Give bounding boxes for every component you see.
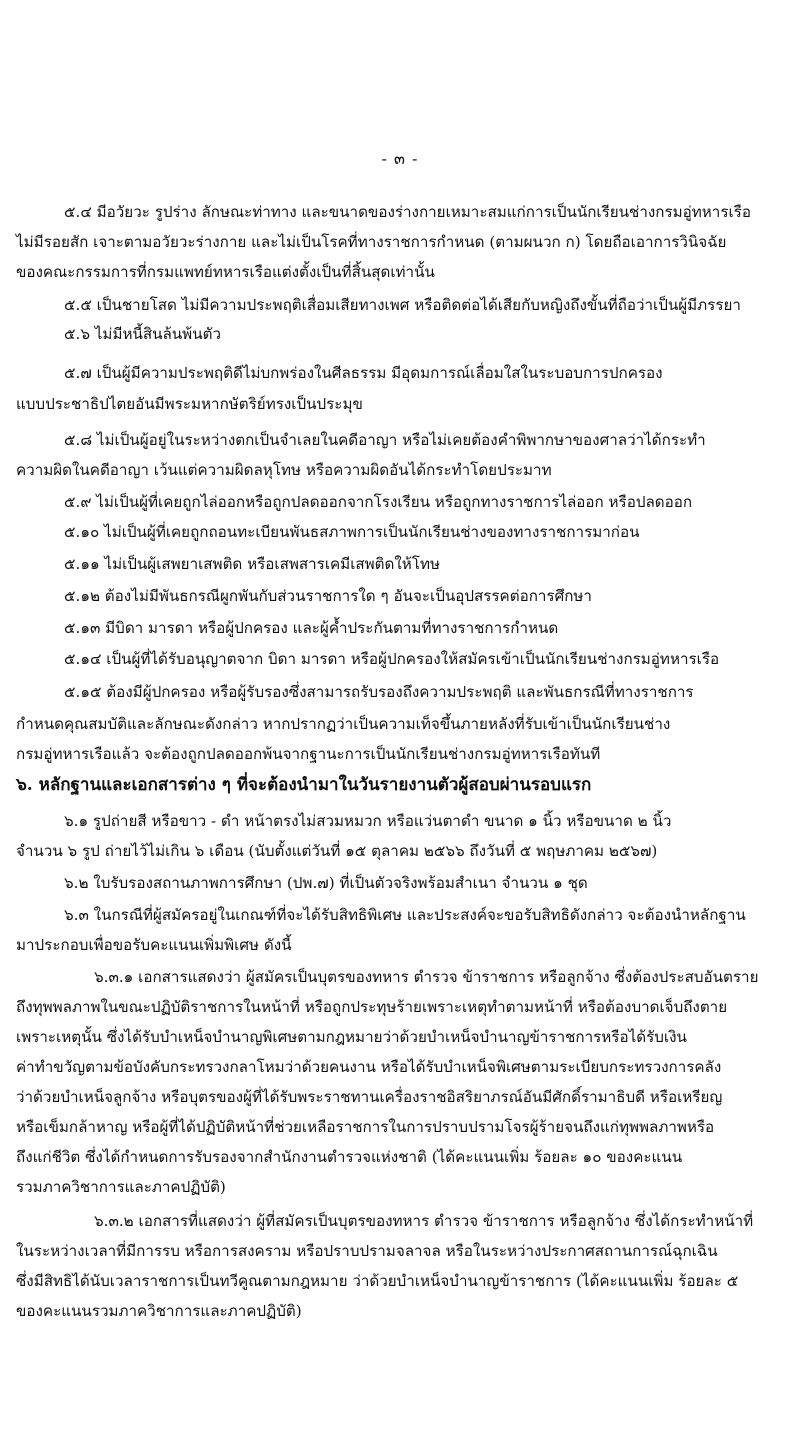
text-line: ๕.๑๒ ต้องไม่มีพันธกรณีผูกพันกับส่วนราชการใด ๆ อันจะเป็นอุปสรรคต่อการศึกษา: [64, 587, 592, 605]
text-line: ในระหว่างเวลาที่มีการรบ หรือการสงคราม หรือปราบปรามจลาจล หรือในระหว่างประกาศสถานการณ์ฉุกเฉิน: [16, 1242, 718, 1260]
text-line: กรมอู่ทหารเรือแล้ว จะต้องถูกปลดออกพ้นจากฐานะการเป็นนักเรียนช่างกรมอู่ทหารเรือทันที: [16, 745, 601, 763]
text-line: ๖.๒ ใบรับรองสถานภาพการศึกษา (ปพ.๗) ที่เป็นตัวจริงพร้อมสำเนา จำนวน ๑ ชุด: [64, 874, 588, 892]
text-line: ถึงทุพพลภาพในขณะปฏิบัติราชการในหน้าที่ หรือถูกประทุษร้ายเพราะเหตุทำตามหน้าที่ หรือต้องบาดเจ็บถึงตาย: [16, 998, 728, 1016]
text-line: ๕.๑๔ เป็นผู้ที่ได้รับอนุญาตจาก บิดา มารดา หรือผู้ปกครองให้สมัครเข้าเป็นนักเรียนช่างกรมอู่ทหารเรือ: [64, 650, 720, 668]
text-line: ๕.๔ มีอวัยวะ รูปร่าง ลักษณะท่าทาง และขนาดของร่างกายเหมาะสมแก่การเป็นนักเรียนช่างกรมอู่ทหารเรือ: [64, 203, 751, 221]
text-line: ๕.๑๑ ไม่เป็นผู้เสพยาเสพติด หรือเสพสารเคมีเสพติดให้โทษ: [64, 555, 441, 573]
text-line: จำนวน ๖ รูป ถ่ายไว้ไม่เกิน ๖ เดือน (นับตั้งแต่วันที่ ๑๕ ตุลาคม ๒๕๖๖ ถึงวันที่ ๕ พฤษภาคม ๒๕๖๗): [16, 842, 658, 860]
text-line: หรือเข็มกล้าหาญ หรือผู้ที่ได้ปฏิบัติหน้าที่ช่วยเหลือราชการในการปราบปรามโจรผู้ร้ายจนถึงแก่ทุพพลภาพหรือ: [16, 1118, 715, 1136]
text-line: ค่าทำขวัญตามข้อบังคับกระทรวงกลาโหมว่าด้วยคนงาน หรือได้รับบำเหน็จพิเศษตามระเบียบกระทรวงการคลัง: [16, 1058, 722, 1076]
text-line: แบบประชาธิปไตยอันมีพระมหากษัตริย์ทรงเป็นประมุข: [16, 395, 363, 413]
text-line: ๕.๗ เป็นผู้มีความประพฤติดีไม่บกพร่องในศีลธรรม มีอุดมการณ์เลื่อมใสในระบอบการปกครอง: [64, 364, 663, 382]
text-line: ๕.๑๐ ไม่เป็นผู้ที่เคยถูกถอนทะเบียนพันธสภาพการเป็นนักเรียนช่างของทางราชการมาก่อน: [64, 523, 640, 541]
text-line: ๕.๑๓ มีบิดา มารดา หรือผู้ปกครอง และผู้ค้ำประกันตามที่ทางราชการกำหนด: [64, 619, 559, 637]
text-line: ๖.๓ ในกรณีที่ผู้สมัครอยู่ในเกณฑ์ที่จะได้รับสิทธิพิเศษ และประสงค์จะขอรับสิทธิดังกล่าว จะต้องนำหลักฐาน: [64, 906, 746, 924]
text-line: เพราะเหตุนั้น ซึ่งได้รับบำเหน็จบำนาญพิเศษตามกฎหมายว่าด้วยบำเหน็จบำนาญข้าราชการหรือได้รับเงิน: [16, 1028, 687, 1046]
text-line: ๕.๙ ไม่เป็นผู้ที่เคยถูกไล่ออกหรือถูกปลดออกจากโรงเรียน หรือถูกทางราชการไล่ออก หรือปลดออก: [64, 493, 693, 511]
text-line: ๖.๓.๑ เอกสารแสดงว่า ผู้สมัครเป็นบุตรของทหาร ตำรวจ ข้าราชการ หรือลูกจ้าง ซึ่งต้องประสบอันตราย: [94, 968, 759, 986]
text-line: ซึ่งมีสิทธิได้นับเวลาราชการเป็นทวีคูณตามกฎหมาย ว่าด้วยบำเหน็จบำนาญข้าราชการ (ได้คะแนนเพิ่ม ร้อยละ ๕: [16, 1272, 739, 1290]
text-line: ๕.๑๕ ต้องมีผู้ปกครอง หรือผู้รับรองซึ่งสามารถรับรองถึงความประพฤติ และพันธกรณีที่ทางราชการ: [64, 683, 694, 701]
text-line: รวมภาควิชาการและภาคปฏิบัติ): [16, 1178, 226, 1196]
text-line: ของคะแนนรวมภาควิชาการและภาคปฏิบัติ): [16, 1302, 302, 1320]
section-heading: ๖. หลักฐานและเอกสารต่าง ๆ ที่จะต้องนำมาในวันรายงานตัวผู้สอบผ่านรอบแรก: [16, 775, 592, 795]
text-line: ไม่มีรอยสัก เจาะตามอวัยวะร่างกาย และไม่เป็นโรคที่ทางราชการกำหนด (ตามผนวก ก) โดยถือเอาการวินิจฉัย: [16, 233, 727, 251]
text-line: ๕.๖ ไม่มีหนี้สินล้นพ้นตัว: [64, 325, 221, 343]
text-line: ๕.๘ ไม่เป็นผู้อยู่ในระหว่างตกเป็นจำเลยในคดีอาญา หรือไม่เคยต้องคำพิพากษาของศาลว่าได้กระทำ: [64, 431, 706, 449]
text-line: กำหนดคุณสมบัติและลักษณะดังกล่าว หากปรากฏว่าเป็นความเท็จขึ้นภายหลังที่รับเข้าเป็นนักเรียนช่าง: [16, 715, 671, 733]
text-line: ๖.๓.๒ เอกสารที่แสดงว่า ผู้ที่สมัครเป็นบุตรของทหาร ตำรวจ ข้าราชการ หรือลูกจ้าง ซึ่งได้กระทำหน้าที่: [94, 1212, 754, 1230]
text-line: ความผิดในคดีอาญา เว้นแต่ความผิดลหุโทษ หรือความผิดอันได้กระทำโดยประมาท: [16, 461, 552, 479]
text-line: มาประกอบเพื่อขอรับคะแนนเพิ่มพิเศษ ดังนี้: [16, 936, 292, 954]
text-line: ๖.๑ รูปถ่ายสี หรือขาว - ดำ หน้าตรงไม่สวมหมวก หรือแว่นตาดำ ขนาด ๑ นิ้ว หรือขนาด ๒ นิ้ว: [64, 812, 672, 830]
page-number: - ๓ -: [381, 149, 419, 168]
text-line: ของคณะกรรมการที่กรมแพทย์ทหารเรือแต่งตั้งเป็นที่สิ้นสุดเท่านั้น: [16, 263, 435, 281]
text-line: ๕.๕ เป็นชายโสด ไม่มีความประพฤติเสื่อมเสียทางเพศ หรือติดต่อได้เสียกับหญิงถึงขั้นที่ถือว่าเป็นผู้มีภรรยา: [64, 296, 741, 314]
text-line: ว่าด้วยบำเหน็จลูกจ้าง หรือบุตรของผู้ที่ได้รับพระราชทานเครื่องราชอิสริยาภรณ์อันมีศักดิ์รามาธิบดี หรือเหรียญ: [16, 1088, 723, 1106]
text-line: ถึงแก่ชีวิต ซึ่งได้กำหนดการรับรองจากสำนักงานตำรวจแห่งชาติ (ได้คะแนนเพิ่ม ร้อยละ ๑๐ ของคะแนน: [16, 1148, 683, 1166]
